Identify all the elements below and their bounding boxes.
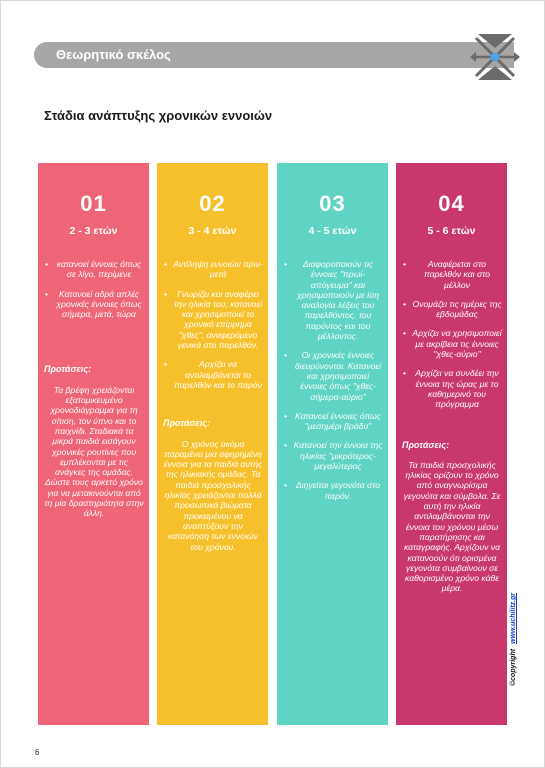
milestone-item: • κατανοεί έννοιες όπως σε λίγο, περίμενε [44,259,144,280]
stage-number: 02 [199,191,226,216]
milestone-item: • Διαφοροποιούν τις έννοιες "πρωί-απόγευμα" και χρησιμοποιούν με ίση αναλογία λέξεις του παρελθόντος, του παρόντος και του μέλλοντος. [283,259,383,341]
milestone-item: • Κατανοεί την έννοια της ηλικίας "μικρότερος-μεγαλύτερος [283,440,383,471]
milestone-item: • Κατανοεί αδρά απλές χρονικές έννοιες όπως σήμερα, μετά, τώρα [44,289,144,320]
proposals-title: Προτάσεις: [44,364,92,375]
milestone-item: • Γνωρίζει και αναφέρει την ηλικία του, κατανοεί και χρησιμοποιεί το χρονικό επίρρημα "χθες", αναφερόμενο γενικά στο παρελθόν. [163,289,263,351]
milestone-list [44,259,144,319]
milestone-item: • Αναφέρεται στο παρελθόν και στο μέλλον [402,259,502,290]
stage-age: 5 - 6 ετών [427,225,476,237]
milestone-list [283,259,383,501]
copyright-label: ©copyright [510,648,517,686]
copyright-link[interactable]: www.uchilitz.gr [510,592,517,644]
stage-age: 4 - 5 ετών [308,225,357,237]
header-title: Θεωρητικό σκέλος [56,47,171,62]
stage-number: 03 [319,191,346,216]
proposals-text: Τα βρέφη χρειάζονται εξατομικευμένο χρονοδιάγραμμα για τη σίτιση, τον ύπνο και το παιχνίδι. Σταδιακά τα μικρά παιδιά εισάγουν χρονικές ρουτίνες που εμπλέκονται με τις ανάγκες της ομάδας. Δώστε τους αρκετό χρόνο για να μετακινούνται από τη μία δραστηριότητα στην άλλη. [44,384,144,519]
milestone-list [402,259,502,410]
stage-age: 3 - 4 ετών [188,225,237,237]
milestone-item: • Διηγείται γεγονότα στο παρόν. [283,480,383,501]
stage-number: 04 [438,191,465,216]
page-number: 6 [35,748,40,757]
arrows-cross-icon [470,32,520,82]
milestone-list [163,259,263,390]
proposals-title: Προτάσεις: [163,418,211,429]
milestone-item: • Αρχίζει να συνδέει την έννοια της ώρας με το καθημερινό του πρόγραμμα [402,368,502,409]
milestone-item: • Αρχίζει να αντιλαμβάνεται το παρελθόν και το παρόν [163,359,263,390]
stage-number: 01 [80,191,107,216]
milestone-item: • Κατανοεί έννοιες όπως "μεσημέρι βράδυ" [283,411,383,432]
stage-column-1 [38,163,149,725]
milestone-item: • Οι χρονικές έννοιες διευρύνονται. Κατανοεί και χρησιμοποιεί έννοιες όπως "χθες-σήμερα-αύριο" [283,350,383,401]
milestone-item: • Ονομάζει τις ημέρες της εβδομάδας [402,299,502,320]
proposals-text: Ο χρόνος ακόμα παραμένει μια αφηρημένη έννοια για τα παιδιά αυτής της ηλικιακής ομάδας. Τα παιδιά προσχολικής ηλικίας χρειάζονται πολλά προσωπικά βιώματα προκειμένου να αναπτύξουν την κατανόηση των εννοιών του χρόνου. [163,438,263,552]
stage-column-2 [157,163,268,725]
copyright-notice [510,593,517,686]
header-bar [34,42,514,68]
proposals-text: Τα παιδιά προσχολικής ηλικίας ορίζουν το χρόνο από αναγνωρίσιμα γεγονότα και σύμβολα. Σε αυτή την ηλικία αντιλαμβάνονται την έννοια του χρόνου μέσω παρατήρησης και καταγραφής. Αρχίζουν να κατανοούν ότι ορισμένα γεγονότα συμβαίνουν σε καθορισμένο χρόνο κάθε μέρα. [403,459,501,594]
proposals-title: Προτάσεις: [402,439,450,450]
stage-age: 2 - 3 ετών [69,225,118,237]
milestone-item: • Αντίληψη εννοιών πριν-μετά [163,259,263,280]
stage-column-4 [396,163,507,725]
milestone-item: • Αρχίζει να χρησιμοποιεί με ακρίβεια τις έννοιες "χθες-αύριο" [402,328,502,359]
section-title: Στάδια ανάπτυξης χρονικών εννοιών [44,108,273,123]
stage-column-3 [277,163,388,725]
